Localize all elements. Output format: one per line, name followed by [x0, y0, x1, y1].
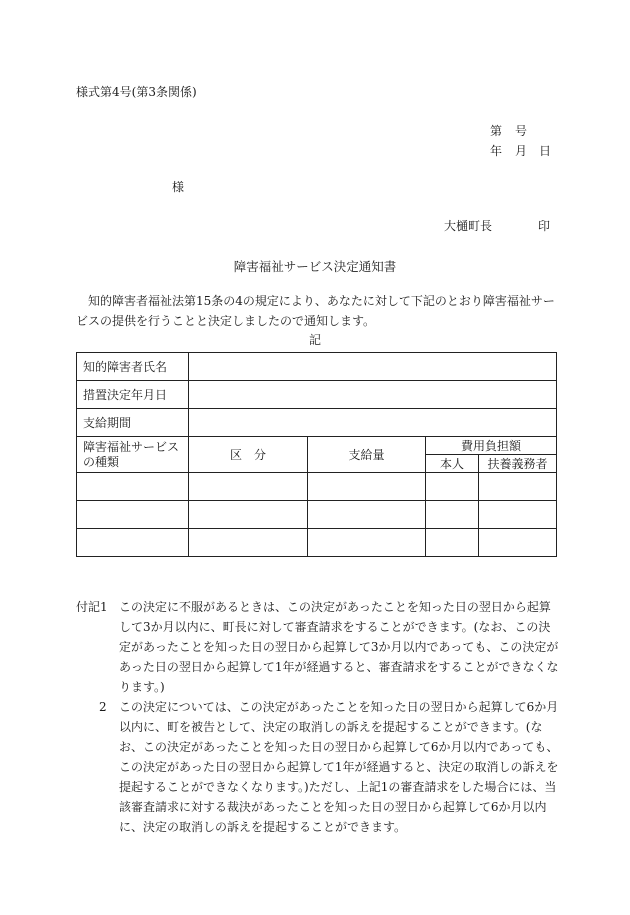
- decision-table: [76, 352, 557, 557]
- seal-mark: 印: [538, 219, 551, 233]
- label-person-name: 知的障害者氏名: [77, 353, 189, 381]
- cost-header: 費用負担額: [426, 437, 557, 455]
- table-row: [77, 353, 557, 381]
- table-row: [77, 501, 557, 529]
- date-month: 月: [515, 144, 528, 158]
- table-row: [77, 437, 557, 455]
- table-row: [77, 381, 557, 409]
- date-day: 日: [539, 144, 552, 158]
- notes-section: [76, 597, 562, 837]
- supporter-header: 扶養義務者: [479, 455, 557, 473]
- note-1-mark: 付記1: [76, 600, 108, 614]
- table-cell: [308, 501, 426, 529]
- table-cell: [479, 473, 557, 501]
- supply-period-cell: [189, 409, 557, 437]
- table-row: [77, 409, 557, 437]
- issuer-name: 大樋町長: [444, 219, 493, 233]
- note-2-text: この決定については、この決定があったことを知った日の翌日から起算して6か月以内に、町を被告として、決定の取消しの訴えを提起することができます。(なお、この決定があったことを知った日の翌日から起算して6か月以内であっても、この決定があった日の翌日から起算して1年が経過すると、決定の取消しの訴えを提起することができなくなります。)ただし、上記1の審査請求をした場合には、当該審査請求に対する裁決があったことを知った日の翌日から起算して6か月以内に、決定の取消しの訴えを提起することができます。: [119, 700, 559, 834]
- table-cell: [189, 529, 308, 557]
- service-type-header: [77, 437, 189, 473]
- form-number: 様式第4号(第3条関係): [76, 85, 197, 99]
- note-1: [76, 597, 562, 697]
- ki-heading: 記: [308, 333, 321, 347]
- table-row: [77, 529, 557, 557]
- table-cell: [77, 473, 189, 501]
- table-cell: [189, 501, 308, 529]
- table-cell: [77, 501, 189, 529]
- table-cell: [426, 529, 479, 557]
- note-2-mark: 2: [99, 700, 107, 714]
- note-2: [76, 697, 562, 837]
- table-cell: [189, 473, 308, 501]
- table-cell: [308, 473, 426, 501]
- table-cell: [426, 473, 479, 501]
- table-cell: [426, 501, 479, 529]
- document-title: 障害福祉サービス決定通知書: [233, 259, 397, 274]
- service-type-header-line2: の種類: [83, 454, 120, 469]
- addressee-suffix: 様: [172, 180, 185, 194]
- table-cell: [308, 529, 426, 557]
- amount-header: 支給量: [308, 437, 426, 473]
- self-header: 本人: [426, 455, 479, 473]
- table-row: [77, 473, 557, 501]
- date-year: 年: [490, 144, 503, 158]
- doc-number-go: 号: [515, 124, 528, 138]
- person-name-cell: [189, 353, 557, 381]
- label-decision-date: 措置決定年月日: [77, 381, 189, 409]
- doc-number-dai: 第: [490, 124, 503, 138]
- note-1-text: この決定に不服があるときは、この決定があったことを知った日の翌日から起算して3か月以内に、町長に対して審査請求をすることができます。(なお、この決定があったことを知った日の翌日から起算して3か月以内であっても、この決定があった日の翌日から起算して1年が経過すると、審査請求をすることができなくなります。): [119, 600, 559, 694]
- label-supply-period: 支給期間: [77, 409, 189, 437]
- table-cell: [479, 529, 557, 557]
- service-type-header-line1: 障害福祉サービス: [83, 439, 180, 454]
- category-header: 区 分: [189, 437, 308, 473]
- table-cell: [479, 501, 557, 529]
- decision-date-cell: [189, 381, 557, 409]
- table-cell: [77, 529, 189, 557]
- intro-paragraph: 知的障害者福祉法第15条の4の規定により、あなたに対して下記のとおり障害福祉サービスの提供を行うことと決定しましたので通知します。: [76, 294, 555, 328]
